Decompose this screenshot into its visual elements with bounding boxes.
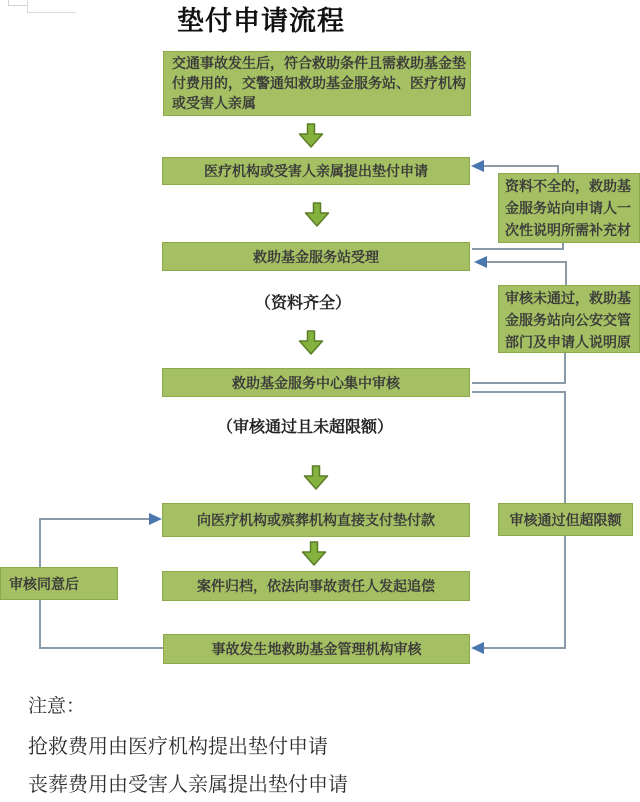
side-note-review-failed: 审核未通过，救助基金服务站向公安交管部门及申请人说明原	[498, 285, 640, 353]
notes-heading: 注意：	[28, 695, 86, 717]
condition-docs-complete: （资料齐全）	[254, 293, 351, 312]
flow-step-accept: 救助基金服务站受理	[162, 242, 470, 271]
down-arrow-icon	[301, 541, 327, 566]
connector-line	[565, 261, 567, 285]
connector-line	[472, 391, 566, 393]
side-note-approved: 审核同意后	[0, 567, 118, 600]
flow-step-central-review: 救助基金服务中心集中审核	[162, 368, 470, 397]
arrowhead-left-icon	[471, 642, 484, 654]
connector-line	[562, 242, 564, 250]
flow-step-local-fund-review: 事故发生地救助基金管理机构审核	[163, 634, 470, 664]
flow-step-archive-recourse: 案件归档，依法向事故责任人发起追偿	[162, 571, 470, 601]
arrowhead-right-icon	[149, 513, 162, 525]
connector-line	[39, 518, 41, 567]
note-rescue-fee: 抢救费用由医疗机构提出垫付申请	[28, 734, 328, 758]
connector-line	[472, 248, 564, 250]
flow-step-direct-payment: 向医疗机构或殡葬机构直接支付垫付款	[162, 503, 470, 537]
condition-approved-within-limit: （审核通过且未超限额）	[216, 417, 393, 436]
connector-line	[484, 647, 566, 649]
connector-line	[39, 600, 41, 649]
flow-step-notify: 交通事故发生后，符合救助条件且需救助基金垫付费用的，交警通知救助基金服务站、医疗机构或受害人亲属	[163, 51, 471, 116]
connector-line	[472, 382, 566, 384]
down-arrow-icon	[298, 123, 324, 148]
side-note-incomplete-docs: 资料不全的，救助基金服务站向申请人一次性说明所需补充材	[498, 173, 640, 243]
cropped-corner-mark	[8, 0, 28, 6]
down-arrow-icon	[304, 202, 330, 227]
cropped-corner-mark	[27, 0, 76, 13]
down-arrow-icon	[298, 330, 324, 355]
down-arrow-icon	[303, 465, 329, 490]
page-title: 垫付申请流程	[177, 6, 345, 37]
connector-line	[39, 518, 151, 520]
connector-line	[564, 353, 566, 384]
connector-line	[487, 261, 567, 263]
note-funeral-fee: 丧葬费用由受害人亲属提出垫付申请	[28, 772, 348, 796]
side-note-over-limit: 审核通过但超限额	[498, 503, 633, 536]
connector-line	[39, 647, 163, 649]
arrowhead-left-icon	[471, 160, 484, 172]
arrowhead-left-icon	[474, 256, 487, 268]
connector-line	[484, 165, 559, 167]
flow-step-apply: 医疗机构或受害人亲属提出垫付申请	[162, 157, 470, 185]
